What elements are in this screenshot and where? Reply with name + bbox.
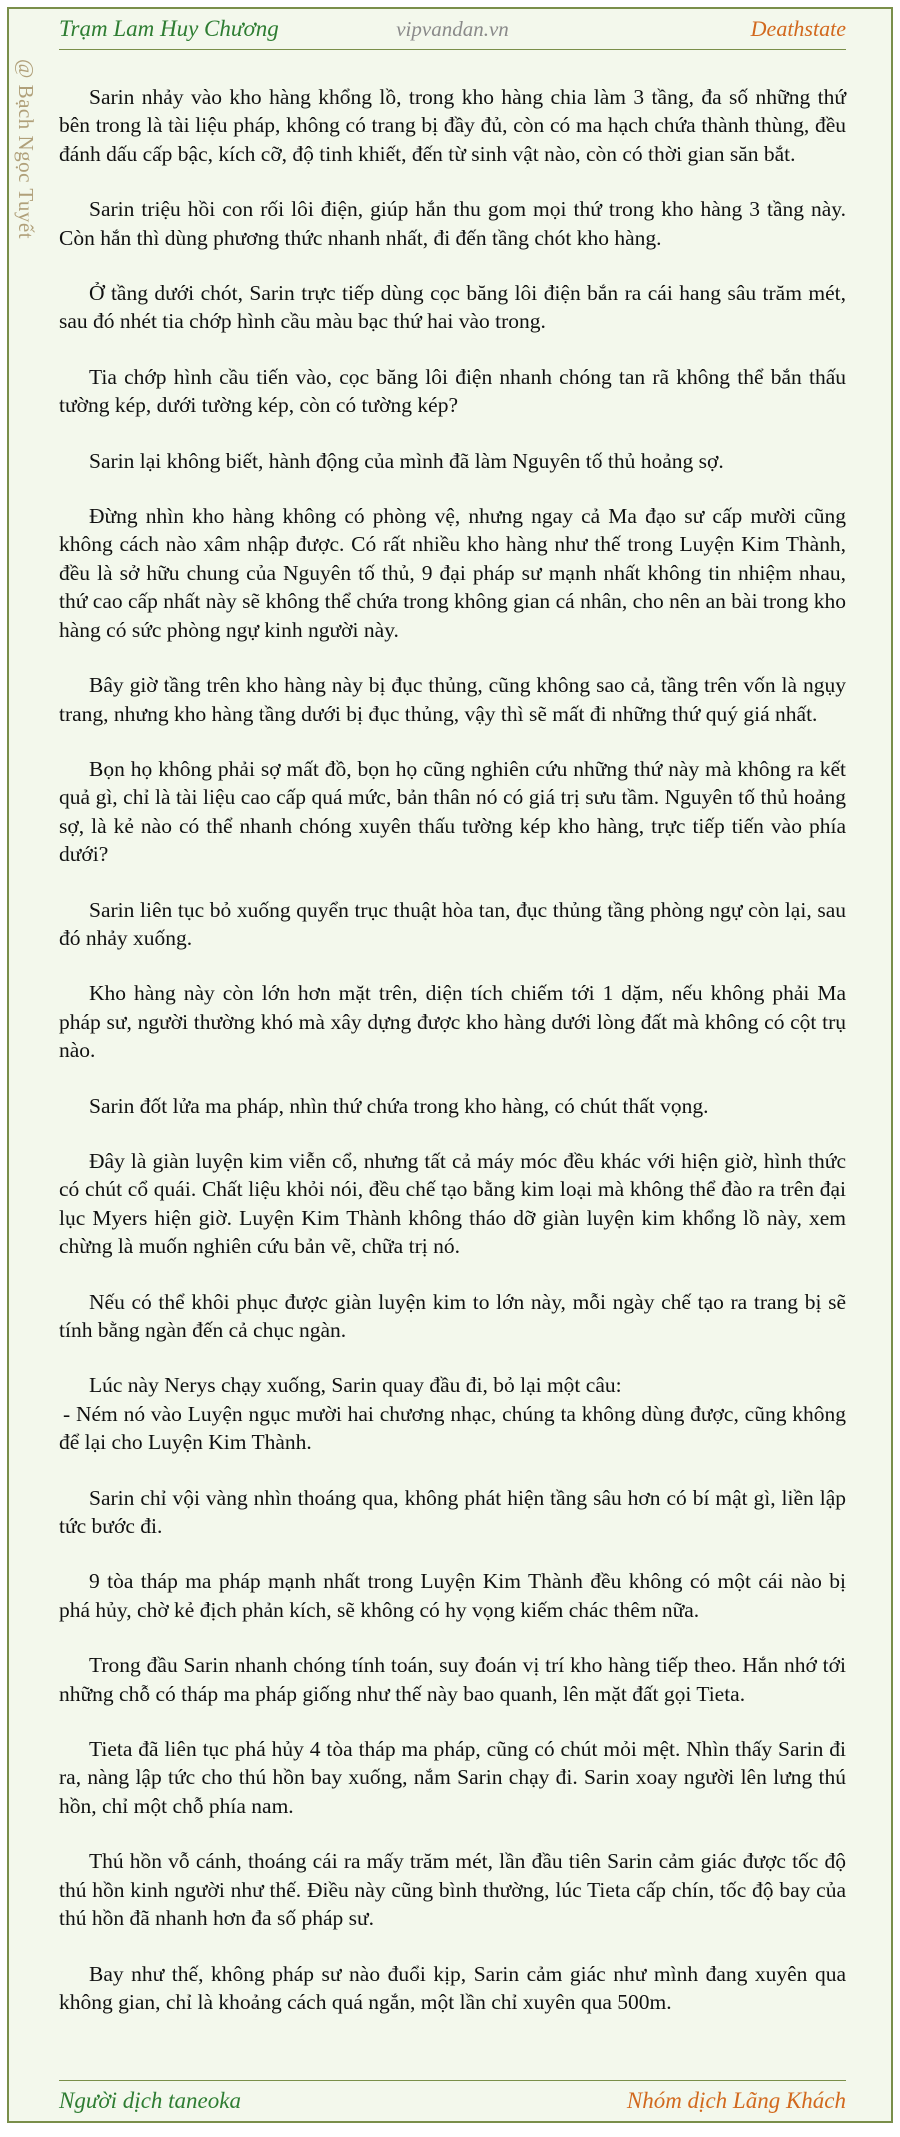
paragraph: Ở tầng dưới chót, Sarin trực tiếp dùng cọc băng lôi điện bắn ra cái hang sâu trăm mét, sau đó nhét tia chớp hình cầu màu bạc thứ hai vào trong. bbox=[59, 281, 846, 334]
paragraph: Nếu có thể khôi phục được giàn luyện kim to lớn này, mỗi ngày chế tạo ra trang bị sẽ tính bằng ngàn đến cả chục ngàn. bbox=[59, 1289, 846, 1342]
paragraph: Sarin nhảy vào kho hàng khổng lồ, trong kho hàng chia làm 3 tầng, đa số những thứ bên trong là tài liệu pháp, không có trang bị đầy đủ, còn có ma hạch chứa thành thùng, đều đánh dấu cấp bậc, kích cỡ, độ tinh khiết, đến từ sinh vật nào, còn có thời gian săn bắt. bbox=[59, 85, 846, 166]
paragraph: Sarin đốt lửa ma pháp, nhìn thứ chứa trong kho hàng, có chút thất vọng. bbox=[89, 1093, 709, 1118]
paragraph: Bọn họ không phải sợ mất đồ, bọn họ cũng nghiên cứu những thứ này mà không ra kết quả gì, chỉ là tài liệu cao cấp quá mức, bản thân nó có giá trị sưu tầm. Nguyên tố thủ hoảng sợ, là kẻ nào có thể nhanh chóng xuyên thấu tường kép kho hàng, trực tiếp tiến vào phía dưới? bbox=[59, 756, 846, 867]
page-header bbox=[59, 9, 846, 50]
paragraph: Sarin lại không biết, hành động của mình đã làm Nguyên tố thủ hoảng sợ. bbox=[89, 448, 724, 473]
paragraph: Bây giờ tầng trên kho hàng này bị đục thủng, cũng không sao cả, tầng trên vốn là ngụy trang, nhưng kho hàng tầng dưới bị đục thủng, vậy thì sẽ mất đi những thứ quý giá nhất. bbox=[59, 673, 846, 726]
paragraph: Trong đầu Sarin nhanh chóng tính toán, suy đoán vị trí kho hàng tiếp theo. Hắn nhớ tới những chỗ có tháp ma pháp giống như thế này bao quanh, lên mặt đất gọi Tieta. bbox=[59, 1653, 846, 1706]
paragraph: Sarin chỉ vội vàng nhìn thoáng qua, không phát hiện tầng sâu hơn có bí mật gì, liền lập tức bước đi. bbox=[59, 1485, 846, 1539]
paragraph: Kho hàng này còn lớn hơn mặt trên, diện tích chiếm tới 1 dặm, nếu không phải Ma pháp sư, người thường khó mà xây dựng được kho hàng dưới lòng đất mà không có cột trụ nào. bbox=[59, 981, 846, 1063]
footer-group: Nhóm dịch Lãng Khách bbox=[626, 2088, 846, 2113]
paragraph: Đừng nhìn kho hàng không có phòng vệ, nhưng ngay cả Ma đạo sư cấp mười cũng không cách nào xâm nhập được. Có rất nhiều kho hàng như thế trong Luyện Kim Thành, đều là sở hữu chung của Nguyên tố thủ, 9 đại pháp sư mạnh nhất không tin nhiệm nhau, thứ cao cấp nhất này sẽ không thể chứa trong không gian cá nhân, cho nên an bài trong kho hàng có sức phòng ngự kinh người này. bbox=[59, 504, 846, 642]
paragraph: Đây là giàn luyện kim viễn cổ, nhưng tất cả máy móc đều khác với hiện giờ, hình thức có chút cổ quái. Chất liệu khỏi nói, đều chế tạo bằng kim loại mà không thể đào ra trên đại lục Myers hiện giờ. Luyện Kim Thành không tháo dỡ giàn luyện kim khổng lồ này, xem chừng là muốn nghiên cứu bản vẽ, chữa trị nó. bbox=[59, 1148, 846, 1259]
chapter-content bbox=[59, 83, 846, 2043]
header-site-title: Trạm Lam Huy Chương bbox=[59, 16, 279, 41]
paragraph: Bay như thế, không pháp sư nào đuổi kịp, Sarin cảm giác như mình đang xuyên qua không gian, chỉ là khoảng cách quá ngắn, một lần chỉ xuyên qua 500m. bbox=[59, 1961, 846, 2014]
footer-translator: Người dịch taneoka bbox=[59, 2088, 241, 2113]
page-footer bbox=[59, 2080, 846, 2121]
paragraph: Sarin triệu hồi con rối lôi điện, giúp hắn thu gom mọi thứ trong kho hàng 3 tầng này. Còn hắn thì dùng phương thức nhanh nhất, đi đến tầng chót kho hàng. bbox=[59, 197, 846, 250]
paragraph: Tieta đã liên tục phá hủy 4 tòa tháp ma pháp, cũng có chút mỏi mệt. Nhìn thấy Sarin đi ra, nàng lập tức cho thú hồn bay xuống, nắm Sarin chạy đi. Sarin xoay người lên lưng thú hồn, chỉ một chỗ phía nam. bbox=[59, 1737, 846, 1818]
header-book-title: Deathstate bbox=[750, 16, 846, 41]
paragraph: Sarin liên tục bỏ xuống quyển trục thuật hòa tan, đục thủng tầng phòng ngự còn lại, sau đó nhảy xuống. bbox=[59, 897, 846, 950]
header-website: vipvandan.vn bbox=[396, 16, 509, 41]
side-watermark: @ Bạch Ngọc Tuyết bbox=[14, 59, 38, 240]
dialog-line: - Ném nó vào Luyện ngục mười hai chương nhạc, chúng ta không dùng được, cũng không để lại cho Luyện Kim Thành. bbox=[59, 1401, 846, 1455]
document-page bbox=[7, 7, 893, 2123]
paragraph: Tia chớp hình cầu tiến vào, cọc băng lôi điện nhanh chóng tan rã không thể bắn thấu tường kép, dưới tường kép, còn có tường kép? bbox=[59, 364, 846, 418]
paragraph: 9 tòa tháp ma pháp mạnh nhất trong Luyện Kim Thành đều không có một cái nào bị phá hủy, chờ kẻ địch phản kích, sẽ không có hy vọng kiếm chác thêm nữa. bbox=[59, 1569, 846, 1622]
dialog-intro: Lúc này Nerys chạy xuống, Sarin quay đầu đi, bỏ lại một câu: bbox=[89, 1373, 622, 1398]
paragraph: Thú hồn vỗ cánh, thoáng cái ra mấy trăm mét, lần đầu tiên Sarin cảm giác được tốc độ thú hồn kinh người như thế. Điều này cũng bình thường, lúc Tieta cấp chín, tốc độ bay của thú hồn đã nhanh hơn đa số pháp sư. bbox=[59, 1849, 846, 1931]
